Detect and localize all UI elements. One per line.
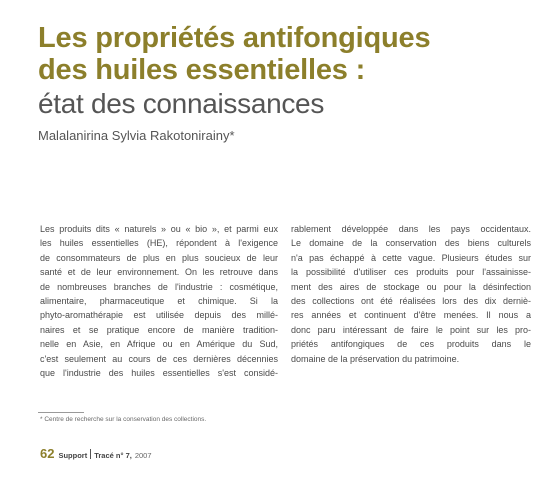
- body-line: les huiles essentielles (HE), répondent à l'exigence: [40, 238, 278, 249]
- body-line: de nombreuses branches de l'industrie : cosmétique,: [40, 281, 278, 292]
- author-name: Malalanirina Sylvia Rakotonirainy*: [38, 128, 235, 143]
- page-number: 62: [40, 446, 55, 461]
- footer-separator: [90, 449, 91, 459]
- body-line: n'a pas échappé à cette vague. Plusieurs études sur: [291, 252, 531, 263]
- body-line: donc paru intéressant de faire le point sur les pro-: [291, 324, 531, 335]
- body-line: naires et se pratique encore de manière tradition-: [40, 324, 278, 335]
- body-line: rablement développée dans les pays occidentaux.: [291, 224, 531, 234]
- title-line-2: des huiles essentielles :: [38, 54, 366, 86]
- body-line: c'est seulement au cours de ces dernières décennies: [40, 353, 278, 364]
- title-line-1: Les propriétés antifongiques: [38, 22, 431, 54]
- body-line: ment des aires de stockage ou pour la désinfection: [291, 281, 531, 292]
- body-line: santé et de leur environnement. On les retrouve dans: [40, 267, 278, 278]
- body-line: res années et continuent d'être menées. Il nous a: [291, 310, 531, 321]
- body-column-left: [40, 222, 278, 380]
- article-title: [38, 22, 430, 86]
- article-subtitle: état des connaissances: [38, 88, 325, 119]
- body-column-right: [291, 222, 531, 366]
- journal-name: Support: [58, 451, 88, 460]
- body-line: des collections ont été réalisées lors des dix derniè-: [291, 296, 531, 307]
- body-line: domaine de la préservation du patrimoine.: [291, 353, 460, 364]
- body-line: alimentaire, pharmaceutique et chimique. Si la: [40, 296, 278, 307]
- body-line: la possibilité d'utiliser ces produits pour l'assainisse-: [291, 267, 531, 278]
- body-line: phyto-aromathérapie est utilisée depuis des millé-: [40, 310, 278, 321]
- body-line: Le domaine de la conservation des biens culturels: [291, 238, 531, 249]
- body-line: Les produits dits « naturels » ou « bio », et parmi eux: [40, 224, 278, 234]
- publication-year: 2007: [134, 451, 152, 460]
- body-line: de consommateurs de plus en plus soucieux de leur: [40, 252, 278, 263]
- footnote-divider: [38, 412, 84, 413]
- page-footer: [40, 446, 152, 461]
- body-line: priétés antifongiques de ces produits dans le: [291, 339, 531, 350]
- issue-label: Tracé n° 7,: [94, 451, 132, 460]
- footnote: * Centre de recherche sur la conservation des collections.: [40, 416, 207, 423]
- body-line: nelle en Asie, en Afrique ou en Amérique du Sud,: [40, 339, 278, 350]
- body-line: que l'industrie des huiles essentielles s'est considé-: [40, 368, 278, 379]
